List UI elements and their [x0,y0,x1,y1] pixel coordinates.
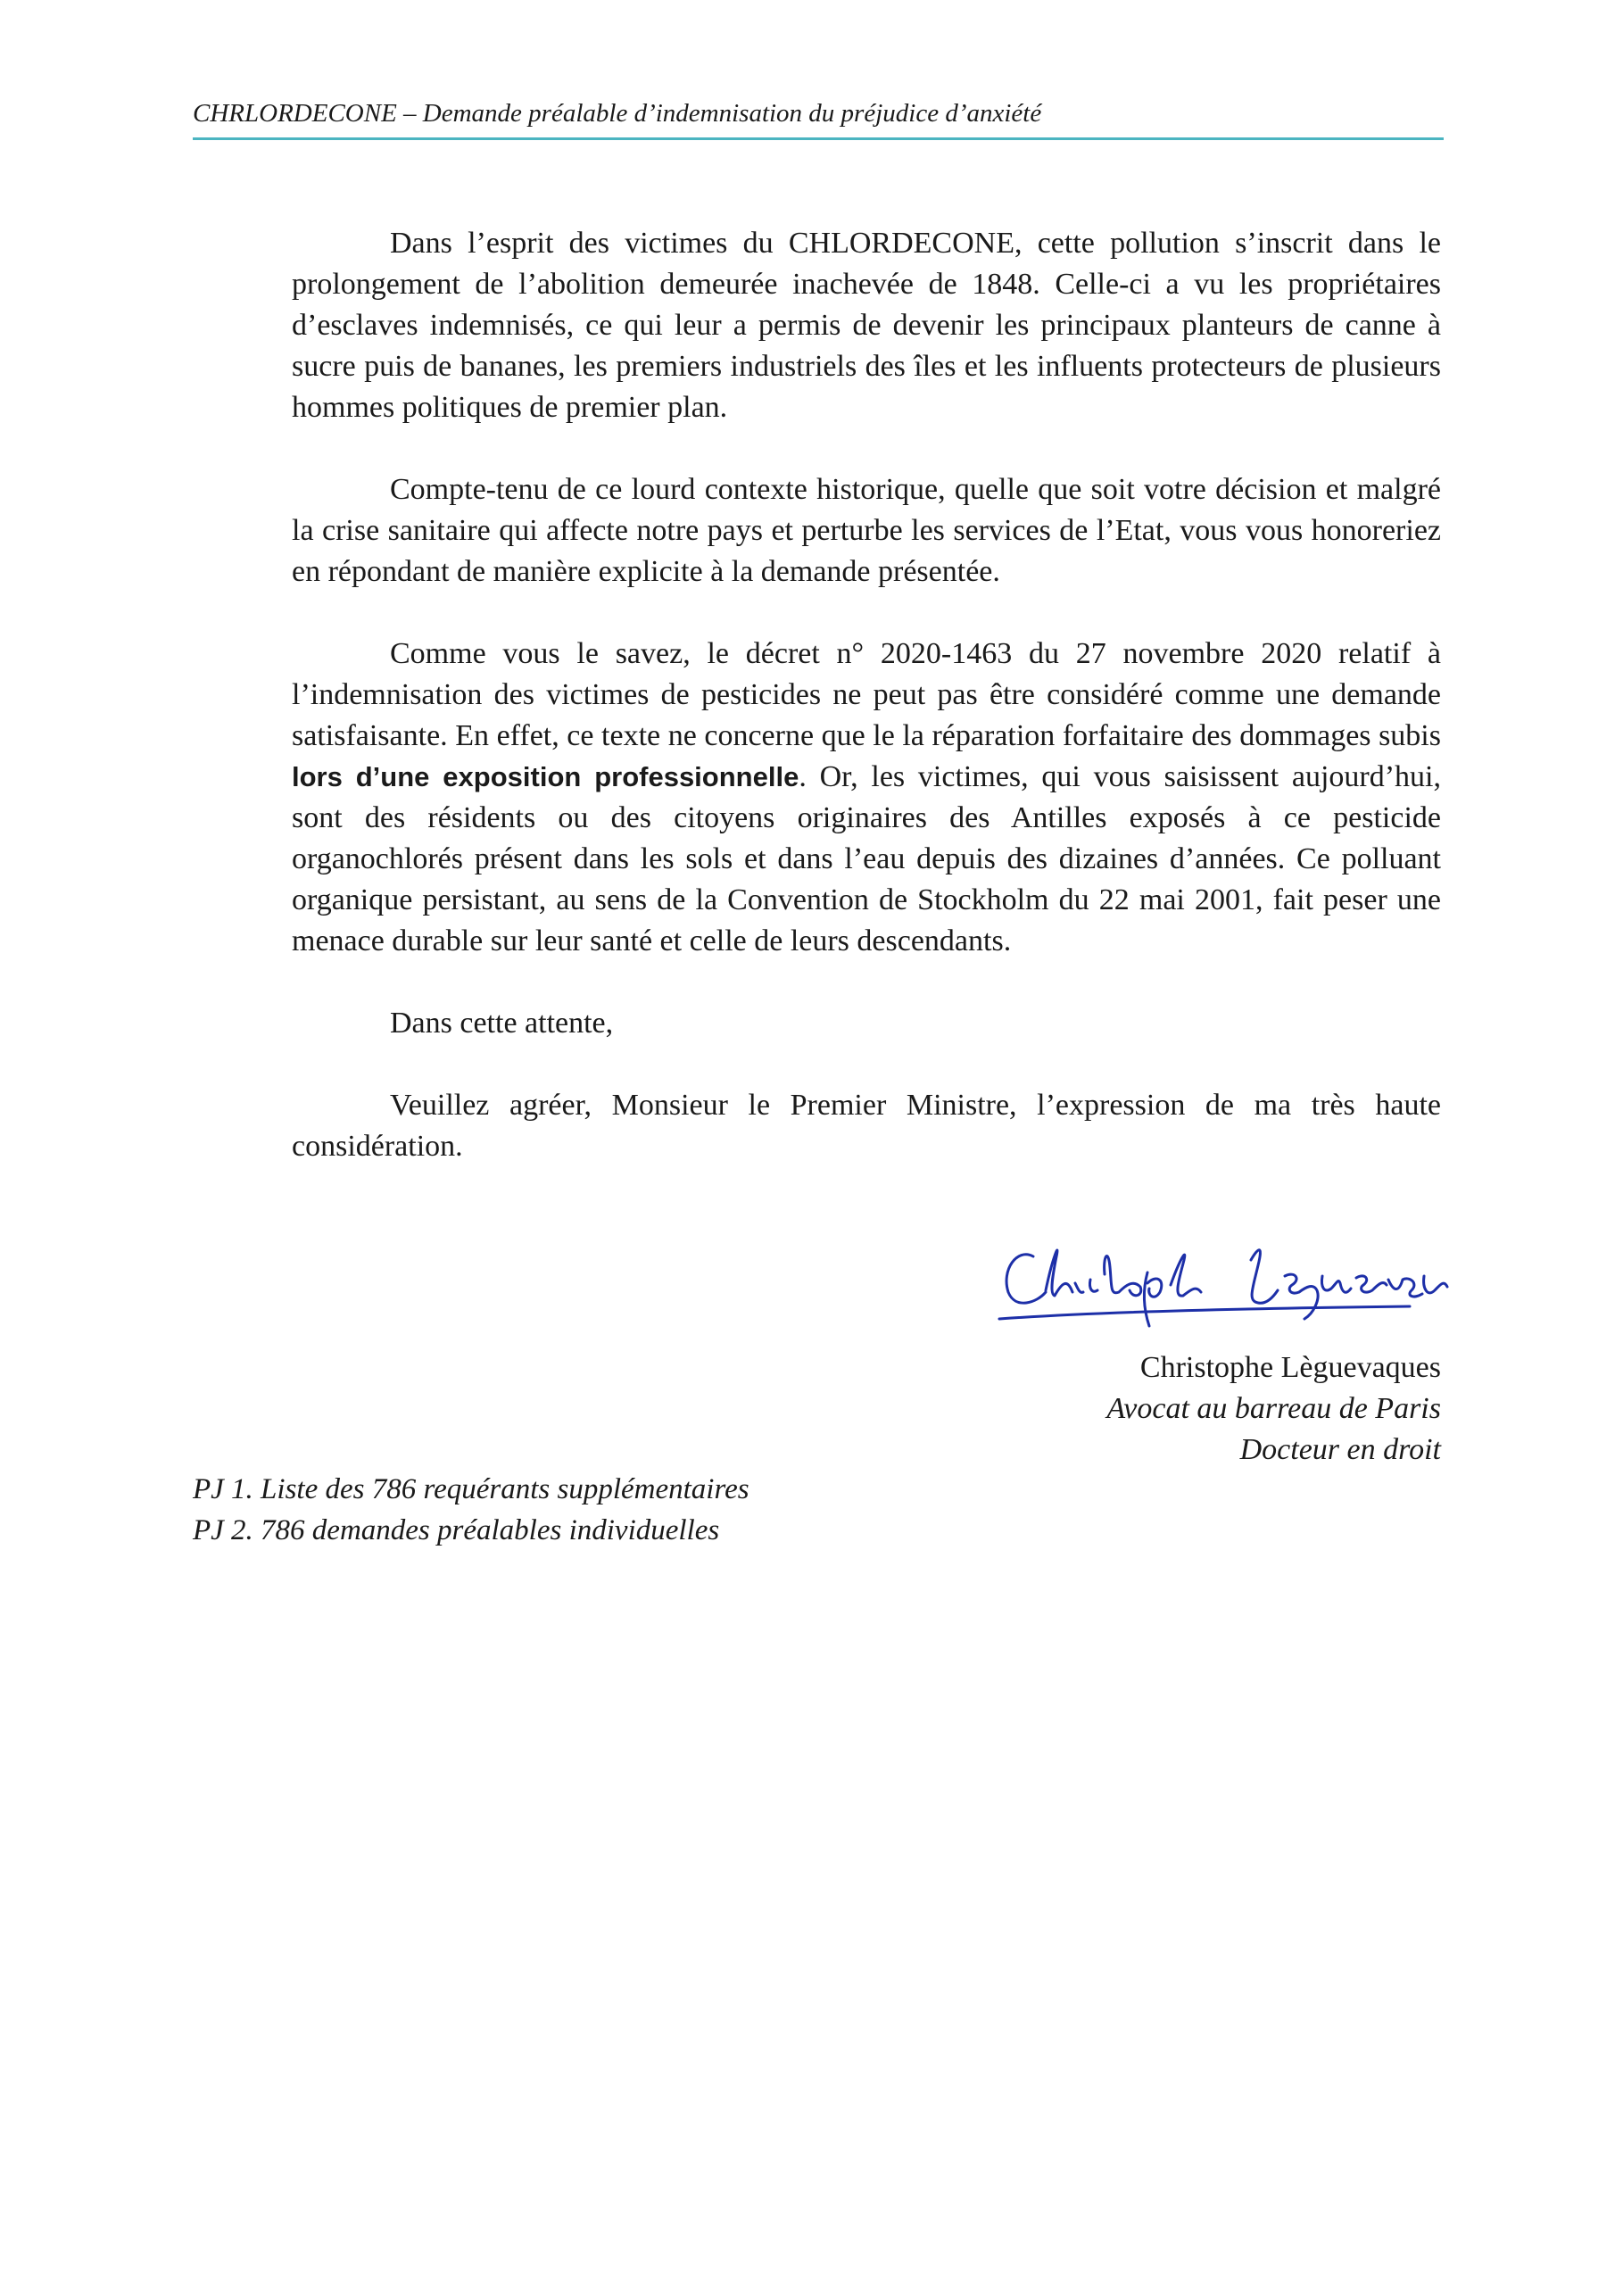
signature-drawing [990,1221,1454,1346]
letter-body [292,223,1441,1208]
paragraph-1: Dans l’esprit des victimes du CHLORDECONE, cette pollution s’inscrit dans le prolongement de l’abolition demeurée inachevée de 1848. Celle-ci a vu les propriétaires d’esclaves indemnisés, ce qui leur a permis de devenir les principaux planteurs de canne à sucre puis de bananes, les premiers industriels des îles et les influents protecteurs de plusieurs hommes politiques de premier plan. [292,227,1441,424]
signatory-title-1: Avocat au barreau de Paris [1106,1392,1441,1425]
header-subtitle: Demande préalable d’indemnisation du préjudice d’anxiété [422,99,1042,128]
attachments-list [193,1469,749,1551]
closing-formula: Veuillez agréer, Monsieur le Premier Ministre, l’expression de ma très haute considération. [292,1089,1441,1163]
handwritten-signature [990,1221,1454,1346]
signature-block [1106,1347,1441,1471]
page-header: CHRLORDECONE – Demande préalable d’indemnisation du préjudice d’anxiété [193,96,1444,140]
paragraph-2: Compte-tenu de ce lourd contexte historique, quelle que soit votre décision et malgré la crise sanitaire qui affecte notre pays et perturbe les services de l’Etat, vous vous honoreriez en répondant de manière explicite à la demande présentée. [292,473,1441,588]
paragraph-3-emphasis: lors d’une exposition professionnelle [292,761,799,792]
paragraph-3-part-1: Comme vous le savez, le décret n° 2020-1463 du 27 novembre 2020 relatif à l’indemnisation des victimes de pesticides ne peut pas être considéré comme une demande satisfaisante. En effet, ce texte ne concerne que le la réparation forfaitaire des dommages subis [292,637,1441,752]
paragraph-4: Dans cette attente, [390,1007,614,1040]
attachment-item: PJ 2. 786 demandes préalables individuelles [193,1514,720,1546]
paragraph-3 [292,634,1441,962]
signatory-title-2: Docteur en droit [1239,1433,1441,1466]
signatory-name: Christophe Lèguevaques [1139,1351,1441,1384]
attachment-item: PJ 1. Liste des 786 requérants supplémentaires [193,1473,749,1505]
header-title: CHRLORDECONE [193,99,397,128]
paragraph-3-part-2: . Or, les victimes, qui vous saisissent aujourd’hui, sont des résidents ou des citoyens originaires des Antilles exposés à ce pesticide organochlorés présent dans les sols et dans l’eau depuis des dizaines d’années. Ce polluant organique persistant, au sens de la Convention de Stockholm du 22 mai 2001, fait peser une menace durable sur leur santé et celle de leurs descendants. [292,760,1441,957]
